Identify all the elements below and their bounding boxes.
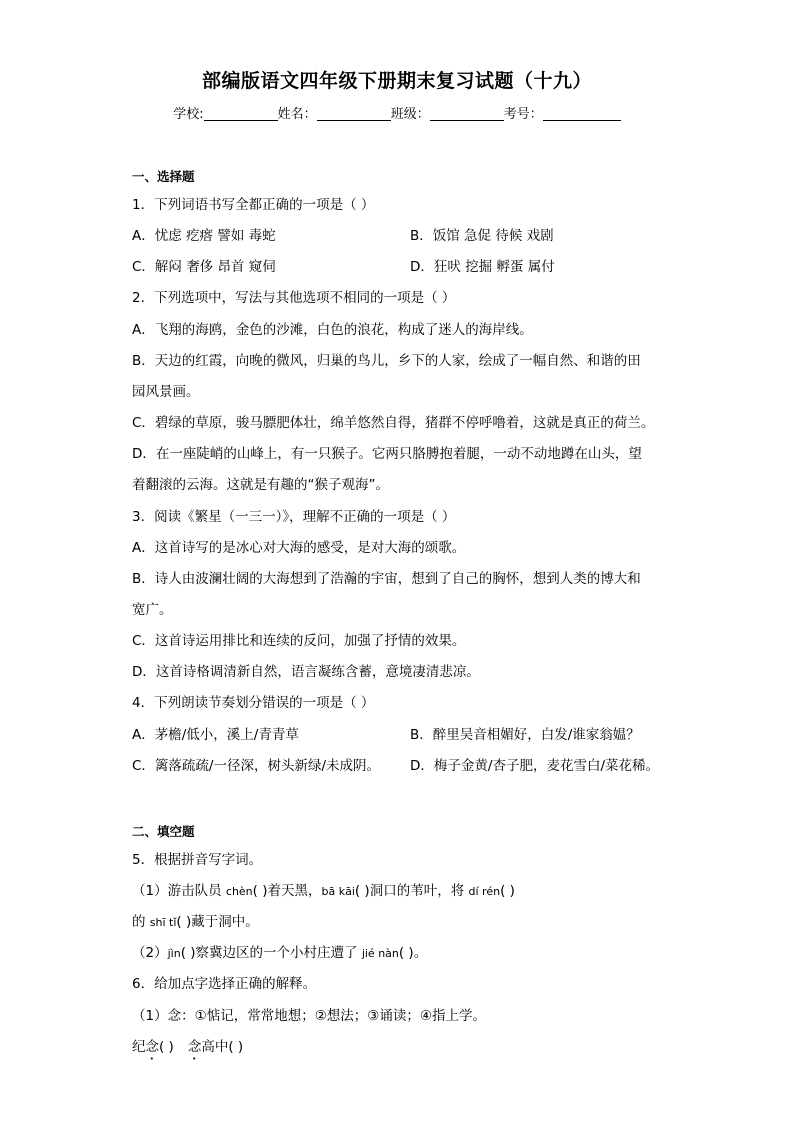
section-heading-fill: 二、填空题 [132, 824, 195, 839]
q5-l1-blank-1[interactable]: ( )着天黑， [252, 883, 322, 899]
exam-no-blank[interactable] [543, 106, 621, 121]
pinyin-jin: jìn [167, 947, 181, 960]
q5-l1-blank-3[interactable]: ( ) [500, 883, 515, 899]
q5-line3 [132, 941, 427, 961]
q6-w2-blank[interactable]: 高中( ) [201, 1039, 244, 1055]
q2-option-b-line2[interactable]: 园风景画。 [132, 384, 200, 400]
q6-w1-prefix: 纪 [132, 1039, 146, 1055]
q4-option-d[interactable]: D．梅子金黄/杏子肥，麦花雪白/菜花稀。 [410, 758, 659, 774]
q6-words [132, 1035, 243, 1063]
q4-option-a[interactable]: A．茅檐/低小，溪上/青青草 [132, 727, 299, 743]
class-label: 班级： [390, 107, 430, 122]
q2-option-d-line1[interactable]: D．在一座陡峭的山峰上，有一只猴子。它两只胳膊抱着腿，一动不动地蹲在山头，望 [132, 446, 642, 462]
q5-line2 [132, 910, 259, 930]
q5-l2-blank-1[interactable]: ( )藏于洞中。 [176, 914, 259, 930]
q5-l3-blank-2[interactable]: ( )。 [398, 945, 428, 961]
q5-l3-blank-1[interactable]: ( )察冀边区的一个小村庄遭了 [180, 945, 362, 961]
exam-no-label: 考号： [503, 107, 543, 122]
q6-w1-blank[interactable]: ( ) [159, 1039, 174, 1055]
pinyin-diren: dí rén [468, 885, 501, 898]
student-info-line [0, 103, 794, 122]
q2-option-c[interactable]: C．碧绿的草原，骏马膘肥体壮，绵羊悠然自得，猪群不停呼噜着，这就是真正的荷兰。 [132, 415, 655, 431]
q2-option-b-line1[interactable]: B．天边的红霞，向晚的微风，归巢的鸟儿，乡下的人家，绘成了一幅自然、和谐的田 [132, 353, 641, 369]
q6-w1-dotted-char: 念 [145, 1039, 159, 1055]
q6-definitions: （1）念：①惦记，常常地想；②想法；③诵读；④指上学。 [132, 1008, 486, 1024]
pinyin-chen: chèn [225, 885, 253, 898]
q5-line1 [132, 879, 515, 899]
q5-l3-text-a: （2） [132, 945, 168, 961]
school-label: 学校: [173, 107, 204, 122]
section-heading-choice: 一、选择题 [132, 169, 195, 184]
q2-option-d-line2[interactable]: 着翻滚的云海。这就是有趣的“猴子观海”。 [132, 477, 389, 493]
q3-option-b-line2[interactable]: 宽广。 [132, 602, 173, 618]
q6-stem: 6．给加点字选择正确的解释。 [132, 976, 317, 992]
q1-option-a[interactable]: A．忧虑 疙瘩 譬如 毒蛇 [132, 228, 276, 244]
page-title: 部编版语文四年级下册期末复习试题（十九） [201, 70, 592, 92]
q3-option-a[interactable]: A．这首诗写的是冰心对大海的感受，是对大海的颂歌。 [132, 540, 466, 556]
class-blank[interactable] [430, 106, 504, 121]
q3-option-c[interactable]: C．这首诗运用排比和连续的反问，加强了抒情的效果。 [132, 633, 466, 649]
q1-option-c[interactable]: C．解闷 奢侈 昂首 窥伺 [132, 259, 276, 275]
q3-option-b-line1[interactable]: B．诗人由波澜壮阔的大海想到了浩瀚的宇宙，想到了自己的胸怀，想到人类的博大和 [132, 571, 641, 587]
q4-option-c[interactable]: C．篱落疏疏/一径深，树头新绿/未成阴。 [132, 758, 381, 774]
q1-option-d[interactable]: D．狂吠 挖掘 孵蛋 属付 [410, 259, 555, 275]
pinyin-jienan: jié nàn [361, 947, 399, 960]
q1-option-b[interactable]: B．饭馆 急促 待候 戏剧 [410, 228, 554, 244]
name-label: 姓名： [277, 107, 317, 122]
pinyin-shiti: shī tǐ [149, 916, 177, 929]
pinyin-bakai: bā kāi [321, 885, 355, 898]
name-blank[interactable] [317, 106, 391, 121]
q4-stem: 4．下列朗读节奏划分错误的一项是（ ） [132, 695, 375, 711]
q5-stem: 5．根据拼音写字词。 [132, 852, 263, 868]
q5-l1-blank-2[interactable]: ( )洞口的苇叶，将 [354, 883, 469, 899]
q6-w2-dotted-char: 念 [187, 1039, 202, 1055]
school-blank[interactable] [204, 106, 278, 121]
q5-l2-text-a: 的 [132, 914, 150, 930]
q3-option-d[interactable]: D．这首诗格调清新自然，语言凝练含蓄，意境凄清悲凉。 [132, 664, 480, 680]
q2-option-a[interactable]: A．飞翔的海鸥，金色的沙滩，白色的浪花，构成了迷人的海岸线。 [132, 322, 533, 338]
q3-stem: 3．阅读《繁星（一三一）》，理解不正确的一项是（ ） [132, 509, 456, 525]
q1-stem: 1．下列词语书写全都正确的一项是（ ） [132, 197, 375, 213]
q2-stem: 2．下列选项中，写法与其他选项不相同的一项是（ ） [132, 290, 456, 306]
q4-option-b[interactable]: B．醉里吴音相媚好，白发/谁家翁媪？ [410, 727, 640, 743]
q5-l1-text-a: （1）游击队员 [132, 883, 226, 899]
